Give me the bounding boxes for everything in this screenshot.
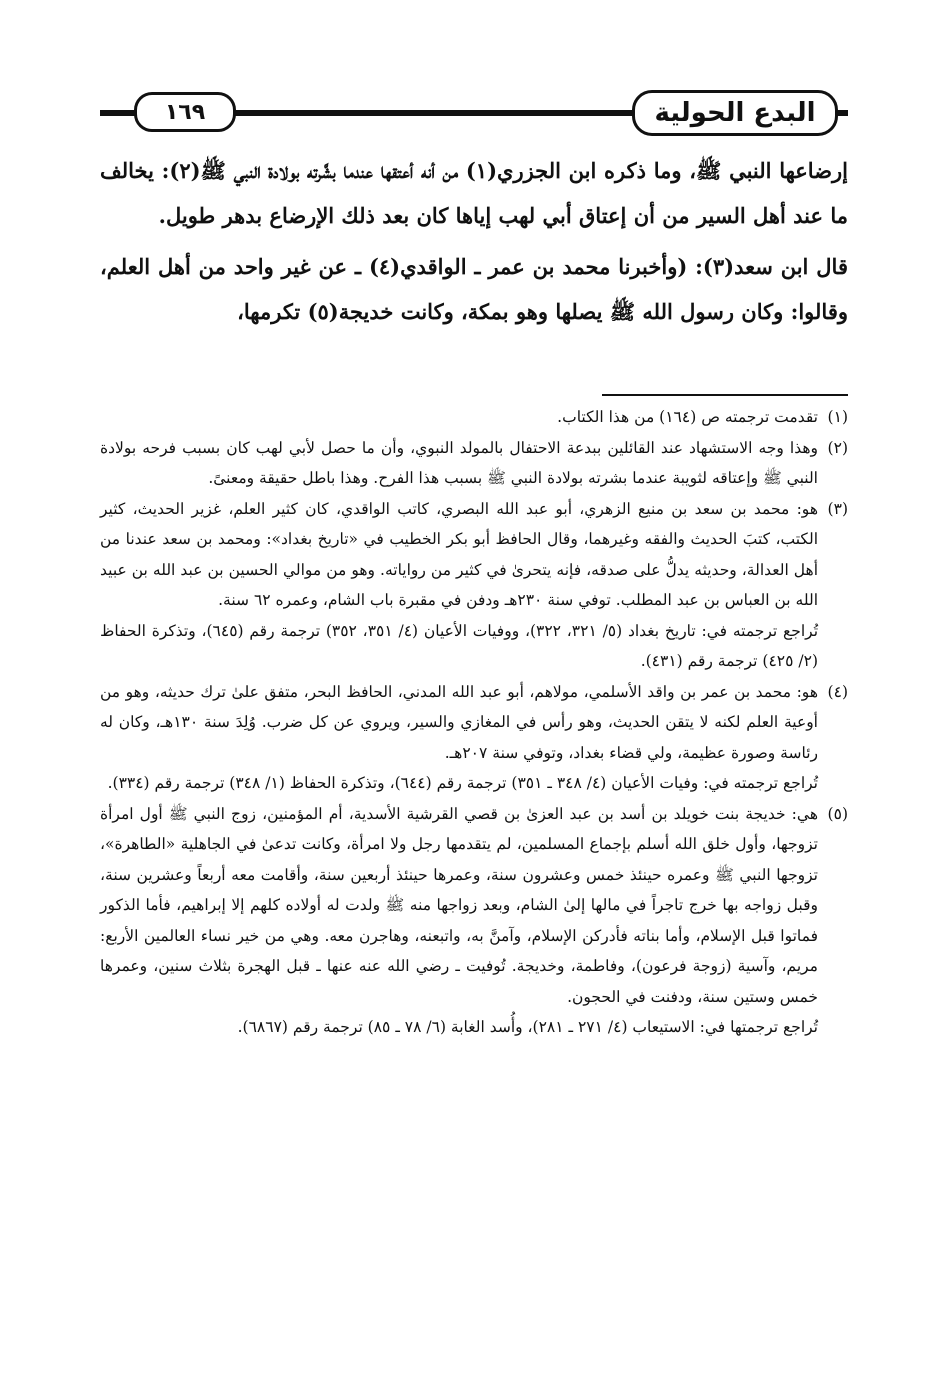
footnote-number: (٤) (827, 682, 848, 701)
footnote-number: (٢) (827, 438, 848, 457)
page-header (100, 88, 848, 138)
footnote-body (100, 433, 848, 494)
page-number-text: ١٦٩ (164, 99, 206, 125)
footnote-body (100, 799, 848, 1013)
main-paragraph: إرضاعها النبي ﷺ، وما ذكره ابن الجزري(١) من أنه أعتقها عندما بشَّرته بولادة النبي ﷺ(٢): يخالف ما عند أهل السير من أن إعتاق أبي لهب إياها كان بعد ذلك الإرضاع بدهر طويل. (100, 158, 849, 228)
footnote-number: (٣) (827, 499, 848, 518)
footnote-text: هو: محمد بن سعد بن منيع الزهري، أبو عبد الله البصري، كاتب الواقدي، كان كثير العلم، غزير الحديث، كثير الكتب، كتبَ الحديث والفقه وغيرهما، وقال الحافظ أبو بكر الخطيب في «تاريخ بغداد»: ومحمد بن سعد عندنا من أهل العدالة، وحديثه يدلُّ على صدقه، فإنه يتحرىٰ في كثير من رواياته. وهو من موالي الحسين بن عبد الله بن عبيد الله بن العباس بن عبد المطلب. توفي سنة ٢٣٠هـ ودفن في مقبرة باب الشام، وعمره ٦٢ سنة. (100, 499, 818, 609)
footnote-separator (602, 394, 848, 396)
footnote-text: هي: خديجة بنت خويلد بن أسد بن عبد العزىٰ بن قصي القرشية الأسدية، أم المؤمنين، زوج النبي ﷺ أول امرأة تزوجها، وأول خلق الله أسلم بإجماع المسلمين، لم يتقدمها رجل ولا امرأة، وكانت تدعىٰ في الجاهلية «الطاهرة»، تزوجها النبي ﷺ وعمره حينئذ خمس وعشرون سنة، وعمرها حينئذ أربعين سنة، وأقامت معه أربعاً وعشرين سنة، وقبل زواجه بها خرج تاجراً في مالها إلىٰ الشام، وبعد زواجها منه ﷺ ولدت له أولاده كلهم إلا إبراهيم، فأما الذكور فماتوا قبل الإسلام، وأما بناته فأدركن الإسلام، وآمنَّ به، واتبعنه، وهاجرن معه. وهي من خير نساء العالمين الأربع: مريم، وآسية (زوجة فرعون)، وفاطمة، وخديجة. تُوفيت ـ رضي الله عنه عنها ـ قبل الهجرة بثلاث سنين، وعمرها خمس وستين سنة، ودفنت في الحجون. (100, 804, 818, 1006)
footnote-text: تقدمت ترجمته ص (١٦٤) من هذا الكتاب. (557, 408, 818, 426)
main-paragraph: قال ابن سعد(٣): (وأخبرنا محمد بن عمر ـ الواقدي(٤) ـ عن غير واحد من أهل العلم، وقالوا: وكان رسول الله ﷺ يصلها وهو بمكة، وكانت خديجة(٥) تكرمها، (100, 254, 848, 324)
footnote-3 (100, 494, 848, 677)
footnote-reference: تُراجع ترجمته في: وفيات الأعيان (٤/ ٣٤٨ ـ ٣٥١) ترجمة رقم (٦٤٤)، وتذكرة الحفاظ (١/ ٣٤٨) ترجمة رقم (٣٣٤). (107, 774, 818, 792)
main-text (100, 148, 848, 334)
running-title (632, 90, 838, 136)
page-number (134, 92, 236, 132)
footnote-1 (100, 402, 848, 433)
footnote-number: (١) (827, 408, 848, 426)
footnote-5 (100, 799, 848, 1043)
footnote-reference: تُراجع ترجمته في: تاريخ بغداد (٥/ ٣٢١، ٣٢٢)، ووفيات الأعيان (٤/ ٣٥١، ٣٥٢) ترجمة رقم (٦٤٥)، وتذكرة الحفاظ (٢/ ٤٢٥) ترجمة رقم (٤٣١). (100, 621, 819, 670)
footnote-2 (100, 433, 848, 494)
footnote-text: وهذا وجه الاستشهاد عند القائلين ببدعة الاحتفال بالمولد النبوي، وأن ما حصل لأبي لهب كان بسبب فرحه بولادة النبي ﷺ وإعتاقه لثويبة عندما بشرته بولادة النبي ﷺ بسبب هذا الفرح. وهذا باطل حقيقة ومعنىً. (100, 438, 818, 487)
footnote-body (100, 677, 848, 769)
footnote-number: (٥) (827, 804, 848, 823)
footnote-reference: تُراجع ترجمتها في: الاستيعاب (٤/ ٢٧١ ـ ٢٨١)، وأُسد الغابة (٦/ ٧٨ ـ ٨٥) ترجمة رقم (٦٨٦٧). (237, 1018, 818, 1036)
running-title-text: البدع الحولية (654, 98, 816, 128)
footnote-text: هو: محمد بن عمر بن واقد الأسلمي، مولاهم، أبو عبد الله المدني، الحافظ البحر، متفق علىٰ ترك حديثه، وهو من أوعية العلم لكنه لا يتقن الحديث، وهو رأس في المغازي والسير، ويروي عن كل ضرب. وُلِدَ سنة ١٣٠هـ، وكان له رئاسة وصورة عظيمة، ولي قضاء بغداد، وتوفي سنة ٢٠٧هـ. (100, 682, 818, 762)
footnotes (100, 402, 848, 1043)
footnote-4 (100, 677, 848, 799)
footnote-body (100, 402, 848, 433)
footnote-body (100, 494, 848, 616)
